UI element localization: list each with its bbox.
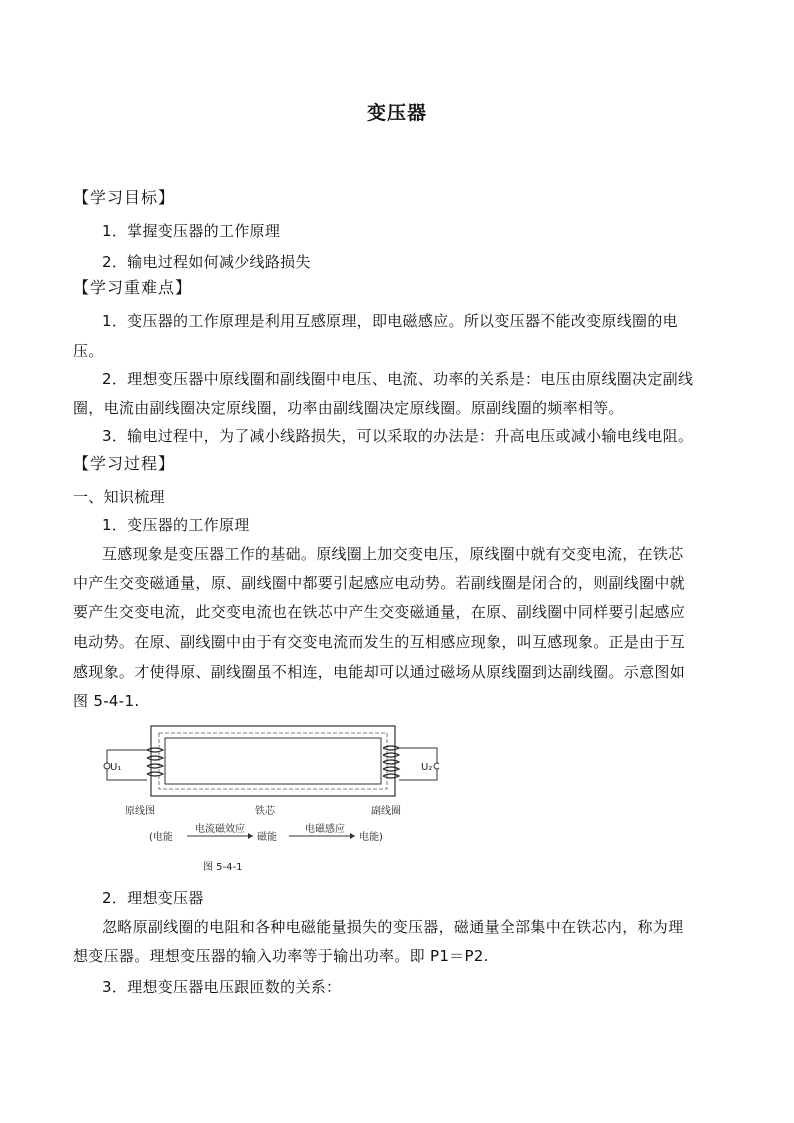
paragraph-line: 中产生交变磁通量，原、副线圈中都要引起感应电动势。若副线圈是闭合的，则副线圈中就: [73, 574, 686, 592]
paragraph-line: 要产生交变电流，此交变电流也在铁芯中产生交变磁通量，在原、副线圈中同样要引起感应: [73, 603, 686, 621]
primary-coil-icon: [147, 748, 163, 776]
subsection-heading: 1．变压器的工作原理: [102, 516, 250, 534]
key-point-line: 1．变压器的工作原理是利用互感原理，即电磁感应。所以变压器不能改变原线圈的电: [102, 312, 678, 330]
paragraph-line: 感现象。才使得原、副线圈虽不相连，电能却可以通过磁场从原线圈到达副线圈。示意图如: [73, 663, 686, 681]
page-title: 变压器: [366, 102, 427, 124]
core-dashed: [159, 733, 387, 789]
paragraph-line: 互感现象是变压器工作的基础。原线圈上加交变电压，原线圈中就有交变电流，在铁芯: [102, 545, 684, 563]
flow-step-1: 电流磁效应: [195, 824, 245, 835]
subsection-heading: 2．理想变压器: [102, 889, 204, 907]
flow-start: (电能: [149, 832, 173, 843]
key-point-line: 圈，电流由副线圈决定原线圈，功率由副线圈决定原线圈。原副线圈的频率相等。: [73, 399, 624, 417]
paragraph-line: 图 5-4-1.: [73, 692, 140, 710]
key-point-line: 3．输电过程中，为了减小线路损失，可以采取的办法是：升高电压或减小输电线电阻。: [102, 427, 694, 445]
u1-label: U₁: [110, 762, 122, 773]
subsection-heading: 3．理想变压器电压跟匝数的关系：: [102, 978, 342, 996]
figure-caption: 图 5-4-1: [203, 862, 243, 872]
paragraph-line: 想变压器。理想变压器的输入功率等于输出功率。即 P1＝P2.: [73, 947, 489, 965]
secondary-load-icon: [434, 763, 439, 769]
u2-label: U₂: [421, 762, 433, 773]
flow-mid: 磁能: [257, 832, 277, 843]
arrow-right-icon: [248, 833, 253, 839]
secondary-label: 副线圈: [371, 806, 401, 817]
paragraph-line: 电动势。在原、副线圈中由于有交变电流而发生的互相感应现象，叫互感现象。正是由于互: [73, 633, 686, 651]
key-point-line: 2．理想变压器中原线圈和副线圈中电压、电流、功率的关系是：电压由原线圈决定副线: [102, 370, 694, 388]
key-point-line: 压。: [73, 342, 104, 360]
core-label: 铁芯: [255, 806, 275, 817]
paragraph-line: 忽略原副线圈的电阻和各种电磁能量损失的变压器，磁通量全部集中在铁芯内，称为理: [102, 918, 684, 936]
process-heading: 【学习过程】: [73, 454, 176, 473]
core-outer: [151, 726, 395, 796]
transformer-figure: [103, 722, 439, 872]
transformer-diagram: [103, 722, 439, 872]
secondary-coil-icon: [383, 746, 399, 778]
part-heading: 一、知识梳理: [73, 488, 165, 506]
core-inner: [165, 738, 381, 784]
key-points-heading: 【学习重难点】: [73, 278, 193, 297]
arrow-right-icon: [350, 833, 355, 839]
primary-label: 原线图: [125, 806, 155, 817]
goals-heading: 【学习目标】: [73, 188, 176, 207]
goal-item: 1．掌握变压器的工作原理: [102, 222, 281, 240]
flow-step-2: 电磁感应: [305, 824, 345, 835]
flow-end: 电能): [359, 832, 383, 843]
goal-item: 2．输电过程如何减少线路损失: [102, 253, 311, 271]
